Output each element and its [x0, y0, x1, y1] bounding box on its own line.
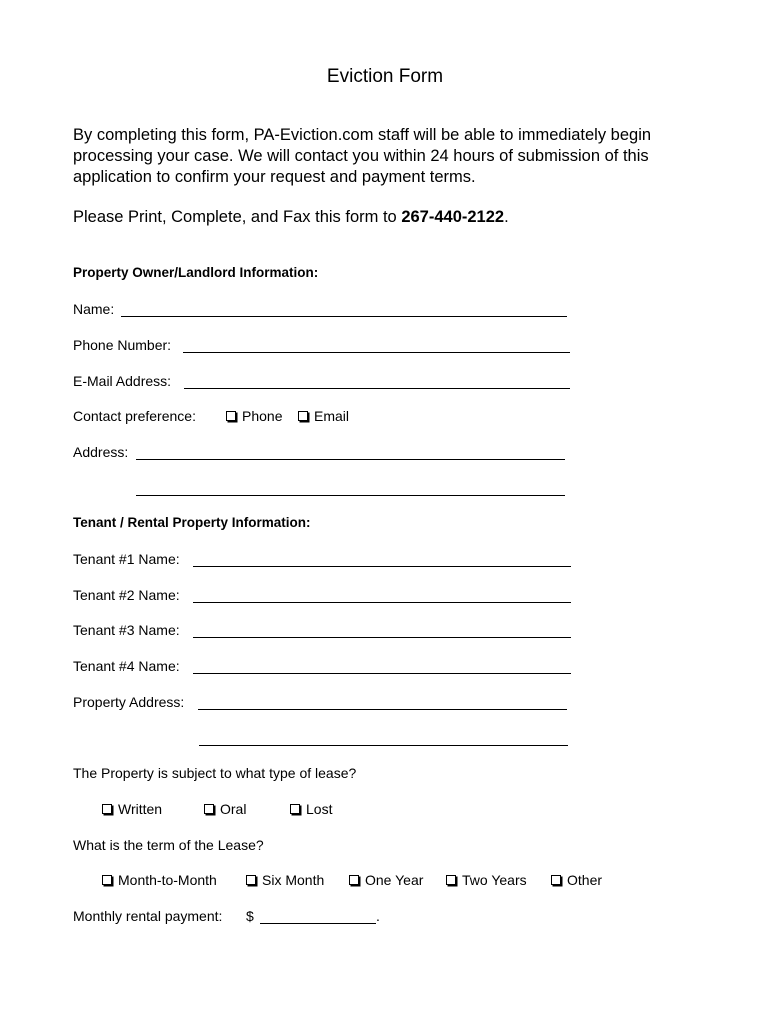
rent-field-period: . [376, 908, 380, 924]
lease-type-option-oral[interactable] [204, 801, 246, 817]
lease-term-month-to-month-label: Month-to-Month [118, 872, 217, 888]
checkbox-icon[interactable] [349, 875, 359, 885]
lease-term-option-one-year[interactable] [349, 872, 423, 888]
monthly-rent-label: Monthly rental payment: [73, 908, 223, 924]
property-address-field-line2[interactable] [199, 745, 568, 746]
fax-instruction [73, 208, 509, 227]
owner-name-label: Name: [73, 301, 115, 317]
owner-address-field-line1[interactable] [136, 459, 565, 460]
lease-term-six-month-label: Six Month [262, 872, 325, 888]
lease-term-option-two-years[interactable] [446, 872, 527, 888]
lease-type-question: The Property is subject to what type of lease? [73, 765, 357, 781]
contact-option-email-label: Email [314, 408, 350, 424]
checkbox-icon[interactable] [102, 875, 112, 885]
checkbox-icon[interactable] [446, 875, 456, 885]
tenant-section-heading: Tenant / Rental Property Information: [73, 515, 311, 530]
tenant2-name-field[interactable] [193, 602, 571, 603]
checkbox-icon[interactable] [102, 804, 112, 814]
contact-option-phone[interactable] [226, 408, 282, 424]
owner-email-field[interactable] [184, 388, 570, 389]
rent-currency-symbol: $ [246, 908, 254, 924]
intro-paragraph: By completing this form, PA-Eviction.com staff will be able to immediately begin processing your case. We will contact you within 24 hours of submission of this application to confirm your request and payment terms. [73, 126, 652, 186]
owner-email-label: E-Mail Address: [73, 373, 172, 389]
page-title: Eviction Form [326, 66, 444, 87]
property-address-field-line1[interactable] [198, 709, 567, 710]
checkbox-icon[interactable] [551, 875, 561, 885]
contact-preference-label: Contact preference: [73, 408, 196, 424]
lease-type-option-written[interactable] [102, 801, 162, 817]
checkbox-icon[interactable] [246, 875, 256, 885]
tenant3-name-field[interactable] [193, 637, 571, 638]
lease-type-option-lost[interactable] [290, 801, 332, 817]
owner-address-label: Address: [73, 444, 129, 460]
lease-type-oral-label: Oral [220, 801, 247, 817]
checkbox-icon[interactable] [290, 804, 300, 814]
fax-number: 267-440-2122 [401, 208, 505, 226]
lease-term-two-years-label: Two Years [462, 872, 527, 888]
lease-term-option-other[interactable] [551, 872, 602, 888]
contact-option-phone-label: Phone [242, 408, 283, 424]
tenant1-name-field[interactable] [193, 566, 571, 567]
lease-term-option-six-month[interactable] [246, 872, 324, 888]
owner-section-heading: Property Owner/Landlord Information: [73, 265, 319, 280]
fax-suffix: . [504, 208, 509, 226]
lease-term-other-label: Other [567, 872, 603, 888]
owner-address-field-line2[interactable] [136, 495, 565, 496]
checkbox-icon[interactable] [226, 411, 236, 421]
lease-type-lost-label: Lost [306, 801, 333, 817]
owner-phone-label: Phone Number: [73, 337, 172, 353]
checkbox-icon[interactable] [204, 804, 214, 814]
tenant4-name-label: Tenant #4 Name: [73, 658, 180, 674]
checkbox-icon[interactable] [298, 411, 308, 421]
tenant2-name-label: Tenant #2 Name: [73, 587, 180, 603]
fax-prefix: Please Print, Complete, and Fax this form to [73, 208, 402, 226]
owner-phone-field[interactable] [183, 352, 570, 353]
contact-option-email[interactable] [298, 408, 349, 424]
monthly-rent-field[interactable] [260, 923, 376, 924]
tenant4-name-field[interactable] [193, 673, 571, 674]
property-address-label: Property Address: [73, 694, 185, 710]
lease-term-one-year-label: One Year [365, 872, 424, 888]
lease-type-written-label: Written [118, 801, 163, 817]
lease-term-option-month-to-month[interactable] [102, 872, 217, 888]
owner-name-field[interactable] [121, 316, 567, 317]
lease-term-question: What is the term of the Lease? [73, 837, 264, 853]
tenant3-name-label: Tenant #3 Name: [73, 622, 180, 638]
tenant1-name-label: Tenant #1 Name: [73, 551, 180, 567]
